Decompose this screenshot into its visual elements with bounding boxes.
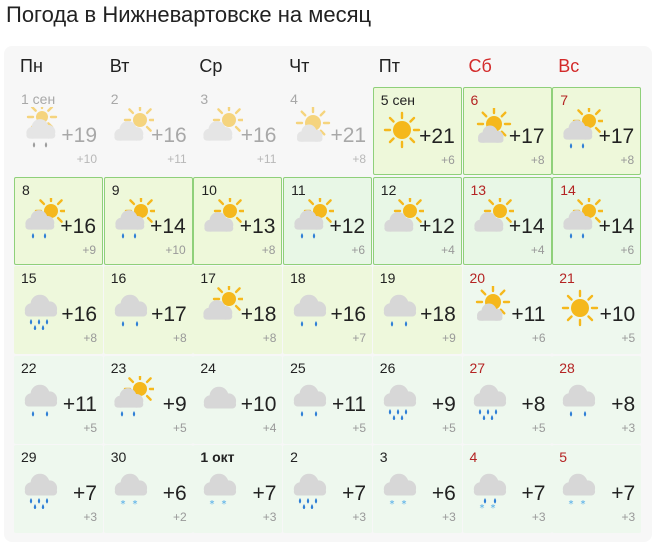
day-min-temp: +3 (262, 510, 277, 524)
day-max-temp: +12 (329, 214, 366, 238)
day-cell[interactable] (104, 87, 193, 175)
day-cell[interactable] (373, 266, 462, 354)
day-min-temp: +5 (352, 420, 367, 435)
day-max-temp: +9 (162, 392, 187, 416)
day-cell[interactable] (193, 445, 282, 533)
day-max-temp: +11 (62, 392, 97, 416)
day-cell[interactable] (373, 87, 462, 175)
day-date: 3 (379, 449, 388, 465)
day-max-temp: +13 (239, 214, 276, 238)
day-cell[interactable] (14, 266, 103, 354)
weekday-label: Пн (20, 56, 43, 76)
weekday-label: Вс (558, 56, 580, 76)
day-max-temp: +16 (60, 214, 96, 238)
day-min-temp: +5 (442, 420, 456, 435)
day-cell[interactable] (104, 266, 193, 354)
cloud-sun-rain-icon (559, 108, 603, 152)
cloud-sun-rain-icon (111, 198, 155, 242)
day-date: 23 (110, 359, 127, 376)
day-min-temp: +9 (82, 242, 96, 257)
weekday-label: Вт (109, 56, 130, 76)
day-date: 13 (470, 181, 487, 198)
day-min-temp: +4 (262, 420, 277, 435)
cloud-heavy-rain-icon (20, 465, 64, 509)
cloud-sun-icon (199, 107, 243, 151)
day-max-temp: +10 (240, 392, 277, 416)
day-min-temp: +6 (620, 242, 635, 257)
day-cell[interactable] (373, 356, 462, 444)
cloud-heavy-rain-icon (20, 286, 64, 330)
cloud-sun-light-rain-icon (20, 107, 64, 151)
day-date: 8 (22, 181, 30, 198)
day-min-temp: +9 (442, 331, 456, 345)
day-max-temp: +9 (431, 392, 456, 416)
day-min-temp: +3 (83, 510, 97, 524)
day-min-temp: +10 (76, 152, 97, 166)
day-cell[interactable] (283, 356, 372, 444)
day-cell[interactable] (14, 177, 103, 265)
weekday-label: Сб (468, 56, 492, 76)
svg-text:*: * (209, 499, 215, 509)
cloud-rain-icon (379, 286, 423, 330)
cloud-sun-icon (470, 198, 514, 242)
sun-icon (558, 286, 602, 330)
day-max-temp: +19 (61, 124, 97, 147)
day-date: 28 (559, 359, 575, 376)
day-date: 26 (379, 359, 396, 376)
day-min-temp: +10 (165, 242, 186, 257)
day-date: 25 (290, 359, 306, 376)
day-cell[interactable] (463, 356, 552, 444)
cloud-heavy-rain-icon (469, 376, 513, 420)
day-date: 1 окт (200, 449, 235, 465)
day-date: 27 (469, 359, 486, 376)
day-max-temp: +21 (330, 124, 367, 147)
weekday-label: Пт (378, 56, 400, 76)
cloud-sleet-icon (469, 465, 513, 509)
day-max-temp: +11 (511, 303, 546, 326)
day-max-temp: +14 (508, 214, 545, 238)
day-cell[interactable] (463, 445, 552, 533)
cloud-sun-rain-icon (290, 198, 334, 242)
cloud-sun-rain-icon (559, 198, 603, 242)
day-cell[interactable] (463, 177, 552, 265)
day-date: 6 (470, 92, 479, 108)
day-min-temp: +5 (83, 420, 97, 435)
day-max-temp: +6 (162, 482, 187, 505)
day-cell[interactable] (283, 87, 372, 175)
day-cell[interactable] (552, 445, 641, 533)
svg-text:*: * (479, 503, 484, 509)
weekday-label: Чт (289, 56, 310, 76)
day-cell[interactable] (104, 445, 193, 533)
day-date: 4 (469, 449, 478, 465)
day-max-temp: +16 (330, 303, 367, 326)
day-min-temp: +5 (531, 420, 546, 435)
day-date: 10 (201, 181, 217, 198)
day-date: 16 (110, 270, 127, 286)
day-date: 2 (110, 91, 119, 107)
day-min-temp: +8 (352, 152, 367, 166)
cloud-sun-rain-icon (21, 198, 65, 242)
day-cell[interactable] (283, 266, 372, 354)
day-cell[interactable] (463, 266, 552, 354)
day-min-temp: +7 (352, 331, 367, 345)
day-max-temp: +18 (240, 303, 277, 326)
day-min-temp: +2 (173, 510, 187, 524)
day-cell[interactable] (193, 356, 282, 444)
day-min-temp: +3 (621, 510, 636, 524)
day-date: 1 сен (21, 91, 56, 107)
day-cell[interactable] (283, 177, 372, 265)
day-date: 9 (111, 181, 120, 198)
svg-text:*: * (221, 499, 227, 509)
day-min-temp: +3 (621, 420, 636, 435)
weekday-label: Ср (199, 56, 223, 76)
day-cell[interactable] (283, 445, 372, 533)
cloud-heavy-rain-icon (379, 376, 423, 420)
day-cell[interactable] (193, 177, 282, 265)
day-date: 4 (290, 91, 298, 107)
sun-cloud-icon (289, 107, 333, 151)
sun-cloud-icon (469, 286, 513, 330)
cloud-sun-icon (110, 107, 154, 151)
cloud-snow-icon (110, 465, 154, 509)
cloud-sun-icon (200, 198, 244, 242)
day-min-temp: +11 (167, 152, 187, 166)
cloud-snow-icon (558, 465, 602, 509)
day-date: 3 (200, 91, 209, 107)
day-min-temp: +6 (531, 331, 546, 345)
day-cell[interactable] (14, 445, 103, 533)
day-max-temp: +16 (240, 124, 277, 147)
cloud-sun-rain-icon (110, 376, 154, 420)
day-min-temp: +3 (531, 510, 546, 524)
day-date: 30 (110, 449, 127, 465)
day-max-temp: +12 (419, 214, 455, 238)
day-cell[interactable] (552, 177, 641, 265)
day-date: 17 (200, 270, 216, 286)
day-date: 7 (560, 92, 568, 108)
day-min-temp: +6 (351, 242, 366, 257)
day-max-temp: +6 (431, 482, 456, 505)
day-cell[interactable] (373, 445, 462, 533)
day-min-temp: +5 (621, 331, 636, 345)
day-min-temp: +8 (262, 331, 277, 345)
day-cell[interactable] (373, 177, 462, 265)
day-date: 24 (200, 359, 216, 376)
day-max-temp: +14 (598, 214, 635, 238)
day-cell[interactable] (14, 87, 103, 175)
day-max-temp: +18 (420, 303, 456, 326)
day-date: 2 (290, 449, 298, 465)
day-max-temp: +16 (61, 303, 97, 326)
cloud-rain-icon (558, 376, 602, 420)
day-cell[interactable] (193, 87, 282, 175)
cloud-sun-icon (199, 286, 243, 330)
day-max-temp: +8 (521, 392, 546, 416)
day-min-temp: +8 (261, 242, 276, 257)
day-cell[interactable] (552, 266, 641, 354)
day-date: 14 (560, 181, 576, 198)
sun-cloud-icon (470, 108, 514, 152)
svg-text:*: * (580, 499, 586, 509)
page-title: Погода в Нижневартовске на месяц (6, 2, 372, 27)
day-min-temp: +11 (256, 152, 277, 166)
day-max-temp: +17 (508, 125, 545, 148)
day-date: 21 (559, 270, 575, 286)
svg-text:*: * (568, 499, 574, 509)
svg-text:*: * (401, 499, 407, 509)
day-date: 15 (21, 270, 37, 286)
sun-icon (380, 108, 424, 152)
cloud-icon (199, 376, 243, 420)
day-max-temp: +7 (611, 482, 636, 505)
day-min-temp: +3 (352, 510, 367, 524)
day-min-temp: +3 (442, 510, 456, 524)
day-max-temp: +11 (332, 392, 367, 416)
svg-text:*: * (389, 499, 395, 509)
day-date: 18 (290, 270, 306, 286)
day-max-temp: +17 (151, 303, 187, 326)
day-max-temp: +7 (252, 482, 277, 505)
day-date: 5 сен (380, 92, 415, 108)
cloud-sun-icon (380, 198, 424, 242)
cloud-heavy-rain-icon (289, 465, 333, 509)
day-max-temp: +8 (611, 392, 636, 416)
day-cell[interactable] (104, 177, 193, 265)
day-date: 19 (379, 270, 396, 286)
day-date: 5 (559, 449, 567, 465)
cloud-rain-icon (20, 376, 64, 420)
svg-text:*: * (490, 503, 495, 509)
day-cell[interactable] (552, 87, 641, 175)
cloud-rain-icon (289, 286, 333, 330)
day-cell[interactable] (552, 356, 641, 444)
weekday-header (14, 56, 642, 84)
day-max-temp: +17 (598, 125, 635, 148)
day-date: 11 (291, 181, 306, 198)
day-min-temp: +6 (441, 153, 455, 167)
day-max-temp: +14 (150, 214, 186, 238)
day-min-temp: +8 (620, 153, 635, 167)
svg-text:*: * (120, 499, 126, 509)
cloud-rain-icon (110, 286, 154, 330)
day-date: 12 (380, 181, 397, 198)
cloud-rain-icon (289, 376, 333, 420)
day-date: 20 (469, 270, 486, 286)
day-max-temp: +16 (151, 124, 187, 147)
day-min-temp: +4 (530, 242, 545, 257)
day-date: 29 (21, 449, 37, 465)
day-min-temp: +8 (83, 331, 97, 345)
day-max-temp: +7 (342, 482, 367, 505)
day-cell[interactable] (193, 266, 282, 354)
day-max-temp: +7 (521, 482, 546, 505)
month-calendar (4, 46, 652, 542)
day-max-temp: +10 (599, 303, 636, 326)
day-min-temp: +5 (173, 420, 187, 435)
day-min-temp: +8 (530, 153, 545, 167)
day-cell[interactable] (104, 356, 193, 444)
svg-text:*: * (132, 499, 138, 509)
day-cell[interactable] (14, 356, 103, 444)
day-max-temp: +7 (73, 482, 97, 505)
cloud-snow-icon (199, 465, 243, 509)
day-cell[interactable] (463, 87, 552, 175)
day-min-temp: +4 (441, 242, 455, 257)
cloud-snow-icon (379, 465, 423, 509)
day-min-temp: +8 (173, 331, 187, 345)
day-date: 22 (21, 359, 37, 376)
day-max-temp: +21 (419, 125, 455, 148)
